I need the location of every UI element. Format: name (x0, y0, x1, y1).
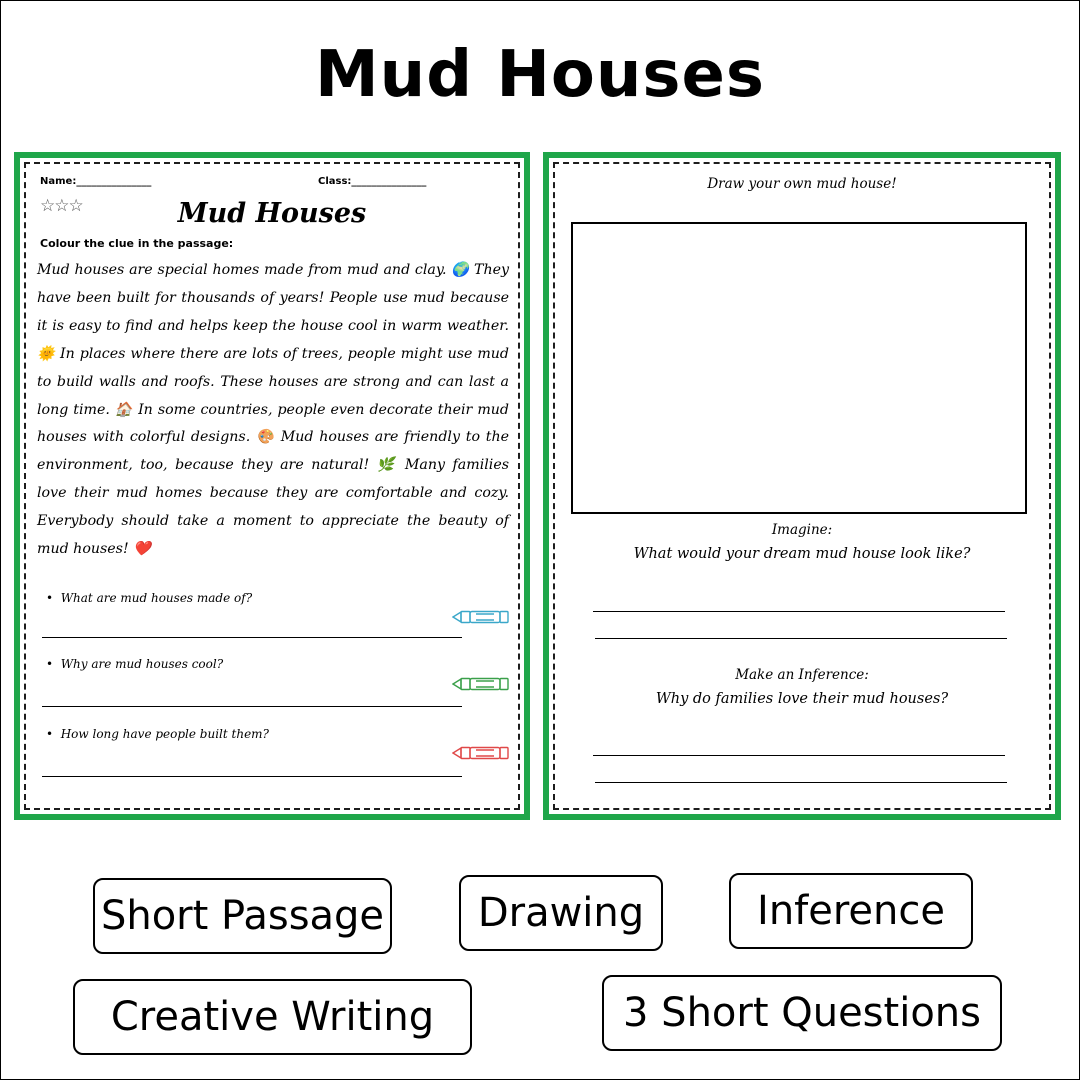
writing-line-3[interactable] (593, 755, 1005, 756)
worksheet-page-inner (20, 158, 524, 814)
question-2-text: Why are mud houses cool? (60, 657, 224, 671)
inference-question: Why do families love their mud houses? (655, 691, 949, 707)
tag-3-short-questions: 3 Short Questions (602, 975, 1002, 1051)
question-3-text: How long have people built them? (60, 727, 269, 741)
red-crayon-icon (452, 745, 510, 761)
question-1-text: What are mud houses made of? (60, 591, 253, 605)
activity-page-preview (543, 152, 1061, 820)
worksheet-title: Mud Houses (177, 198, 367, 229)
instruction-text: Colour the clue in the passage: (40, 237, 234, 250)
answer-line-3[interactable] (42, 776, 462, 777)
blue-crayon-icon (452, 609, 510, 625)
class-field-label: Class:_______________ (318, 176, 427, 187)
inference-label: Make an Inference: (735, 667, 869, 683)
writing-line-1[interactable] (593, 611, 1005, 612)
tag-drawing: Drawing (459, 875, 663, 951)
activity-page-inner (549, 158, 1055, 814)
answer-line-1[interactable] (42, 637, 462, 638)
answer-line-2[interactable] (42, 706, 462, 707)
draw-prompt: Draw your own mud house! (707, 176, 897, 192)
question-1: • What are mud houses made of? (46, 591, 253, 605)
name-field-label: Name:_______________ (40, 176, 152, 187)
worksheet-page-preview (14, 152, 530, 820)
main-title: Mud Houses (314, 38, 766, 112)
drawing-area[interactable] (571, 222, 1027, 514)
tag-short-passage: Short Passage (93, 878, 392, 954)
reading-passage: Mud houses are special homes made from mud and clay. 🌍 They have been built for thousands of years! People use mud because it is easy to find and helps keep the house cool in warm weather. 🌞 In places where there are lots of trees, people might use mud to build walls and roofs. These houses are strong and can last a long time. 🏠 In some countries, people even decorate their mud houses with colorful designs. 🎨 Mud houses are friendly to the environment, too, because they are natural! 🌿 Many families love their mud homes because they are comfortable and cozy. Everybody should take a moment to appreciate the beauty of mud houses! ❤️ (37, 262, 509, 558)
rating-stars-icon: ☆☆☆ (40, 196, 83, 216)
tag-creative-writing: Creative Writing (73, 979, 472, 1055)
imagine-label: Imagine: (771, 522, 833, 538)
green-crayon-icon (452, 676, 510, 692)
question-2: • Why are mud houses cool? (46, 657, 224, 671)
tag-inference: Inference (729, 873, 973, 949)
writing-line-2[interactable] (595, 638, 1007, 639)
imagine-question: What would your dream mud house look like? (633, 546, 971, 562)
question-3: • How long have people built them? (46, 727, 269, 741)
writing-line-4[interactable] (595, 782, 1007, 783)
